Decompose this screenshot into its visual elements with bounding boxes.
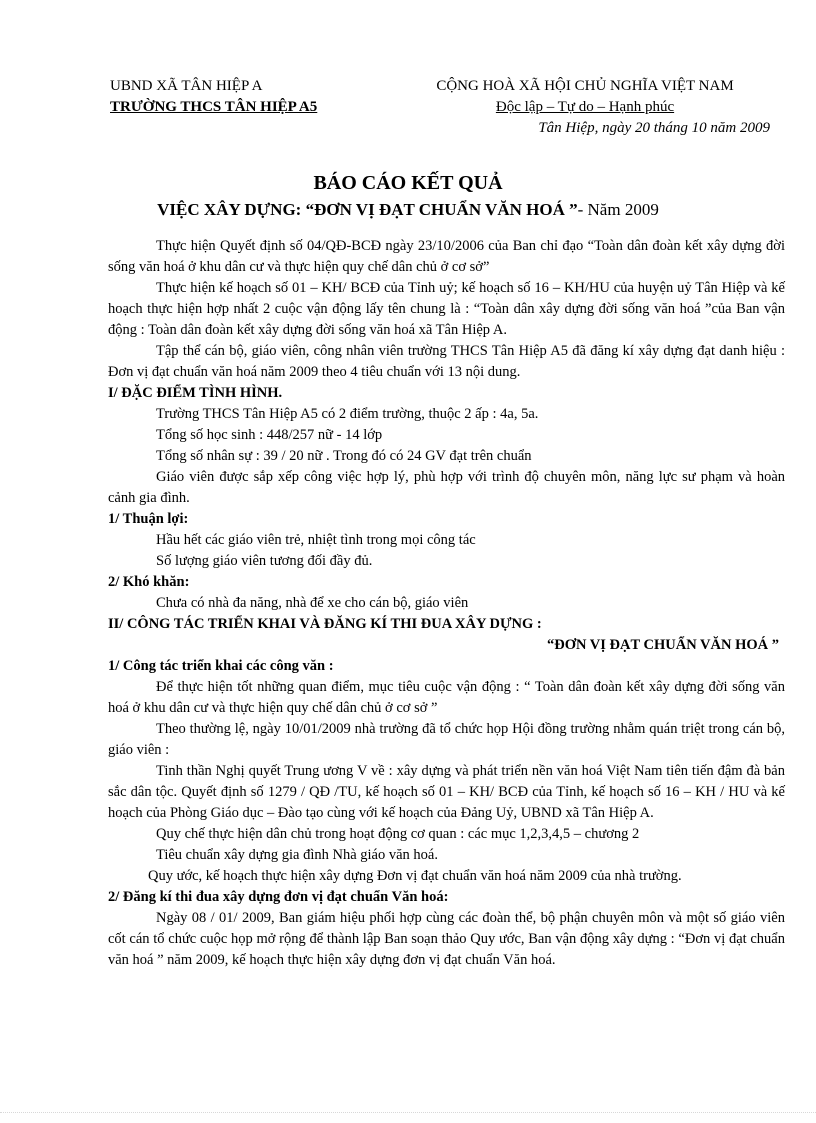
intro-paragraph-2: Thực hiện kế hoạch số 01 – KH/ BCĐ của Tỉnh uỷ; kế hoạch số 16 – KH/HU của huyện uỷ Tân Hiệp và kế hoạch thực hiện hợp nhất 2 cuộc vận động lấy tên chung là : “Toàn dân xây dựng đời sống văn hoá ”của Ban vận động : Toàn dân đoàn kết xây dựng đời sống văn hoá xã Tân Hiệp A.: [108, 280, 785, 338]
document-title: BÁO CÁO KẾT QUẢ: [313, 172, 503, 194]
section-2-1-paragraph-3: Tinh thần Nghị quyết Trung ương V về : xây dựng và phát triển nền văn hoá Việt Nam tiên tiến đậm đà bản sắc dân tộc. Quyết định số 1279 / QĐ /TU, kế hoạch số 01 – KH/ BCĐ của Tỉnh, kế hoạch số 16 – KH / HU và kế hoạch của Phòng Giáo dục – Đào tạo cùng với kế hoạch của Đảng Uỷ, UBND xã Tân Hiệp A.: [108, 763, 785, 821]
section-1-line-4: Giáo viên được sắp xếp công việc hợp lý, phù hợp với trình độ chuyên môn, năng lực sư phạm và hoàn cảnh gia đình.: [108, 469, 785, 506]
header-national: [390, 76, 780, 118]
header-motto: Độc lập – Tự do – Hạnh phúc: [495, 99, 675, 115]
section-1-1-heading: 1/ Thuận lợi:: [108, 511, 189, 527]
section-1-1-line-1: Hầu hết các giáo viên trẻ, nhiệt tình trong mọi công tác: [156, 532, 476, 548]
header-organization: [110, 76, 317, 118]
section-1-line-2: Tổng số học sinh : 448/257 nữ - 14 lớp: [156, 427, 383, 443]
section-1-2-heading: 2/ Khó khăn:: [108, 574, 190, 590]
section-2-2-paragraph-1: Ngày 08 / 01/ 2009, Ban giám hiệu phối hợp cùng các đoàn thể, bộ phận chuyên môn và một số giáo viên cốt cán tổ chức cuộc họp mở rộng để thành lập Ban soạn thảo Quy ước, Ban vận động xây dựng : “Đơn vị đạt chuẩn văn hoá ” năm 2009, kế hoạch thực hiện xây dựng đơn vị đạt chuẩn Văn hoá.: [108, 910, 785, 968]
section-1-1-line-2: Số lượng giáo viên tương đối đầy đủ.: [156, 553, 373, 569]
section-2-2-heading: 2/ Đăng kí thi đua xây dựng đơn vị đạt chuẩn Văn hoá:: [108, 889, 449, 905]
header-date: Tân Hiệp, ngày 20 tháng 10 năm 2009: [538, 120, 770, 136]
section-2-1-paragraph-4: Quy chế thực hiện dân chủ trong hoạt động cơ quan : các mục 1,2,3,4,5 – chương 2: [156, 826, 640, 842]
document-body: [108, 236, 785, 971]
section-1-2-line-1: Chưa có nhà đa năng, nhà để xe cho cán bộ, giáo viên: [156, 595, 469, 611]
intro-paragraph-1: Thực hiện Quyết định số 04/QĐ-BCĐ ngày 23/10/2006 của Ban chỉ đạo “Toàn dân đoàn kết xây dựng đời sống văn hoá ở khu dân cư và thực hiện quy chế dân chủ ở cơ sở”: [108, 238, 785, 275]
document-subtitle-year: - Năm 2009: [577, 200, 659, 219]
document-subtitle-main: VIỆC XÂY DỰNG: “ĐƠN VỊ ĐẠT CHUẨN VĂN HOÁ ”: [157, 200, 578, 219]
section-2-1-heading: 1/ Công tác triển khai các công văn :: [108, 658, 334, 674]
section-1-heading: I/ ĐẶC ĐIỂM TÌNH HÌNH.: [108, 385, 283, 401]
page-bottom-divider: [0, 1112, 816, 1113]
section-2-1-paragraph-1: Để thực hiện tốt những quan điểm, mục tiêu cuộc vận động : “ Toàn dân đoàn kết xây dựng đời sống văn hoá ở khu dân cư và thực hiện quy chế dân chủ ở cơ sở ”: [108, 679, 785, 716]
section-1-line-3: Tổng số nhân sự : 39 / 20 nữ . Trong đó có 24 GV đạt trên chuẩn: [156, 448, 532, 464]
section-2-1-paragraph-5: Tiêu chuẩn xây dựng gia đình Nhà giáo văn hoá.: [156, 847, 438, 863]
section-2-heading-line-2: “ĐƠN VỊ ĐẠT CHUẨN VĂN HOÁ ”: [546, 637, 779, 653]
header-country-name: CỘNG HOÀ XÃ HỘI CHỦ NGHĨA VIỆT NAM: [436, 78, 734, 94]
section-1-line-1: Trường THCS Tân Hiệp A5 có 2 điểm trường, thuộc 2 ấp : 4a, 5a.: [156, 406, 539, 422]
section-2-1-paragraph-2: Theo thường lệ, ngày 10/01/2009 nhà trường đã tổ chức họp Hội đồng trường nhằm quán triệt trong cán bộ, giáo viên :: [108, 721, 785, 758]
section-2-heading: II/ CÔNG TÁC TRIỂN KHAI VÀ ĐĂNG KÍ THI ĐUA XÂY DỰNG :: [108, 616, 542, 632]
document-subtitle: [0, 198, 816, 222]
header-authority: UBND XÃ TÂN HIỆP A: [110, 78, 263, 94]
intro-paragraph-3: Tập thể cán bộ, giáo viên, công nhân viên trường THCS Tân Hiệp A5 đã đăng kí xây dựng đạt danh hiệu : Đơn vị đạt chuẩn văn hoá năm 2009 theo 4 tiêu chuẩn với 13 nội dung.: [108, 343, 785, 380]
header-school-name: TRƯỜNG THCS TÂN HIỆP A5: [110, 99, 318, 115]
section-2-1-paragraph-6: Quy ước, kế hoạch thực hiện xây dựng Đơn vị đạt chuẩn văn hoá năm 2009 của nhà trường.: [148, 868, 682, 884]
